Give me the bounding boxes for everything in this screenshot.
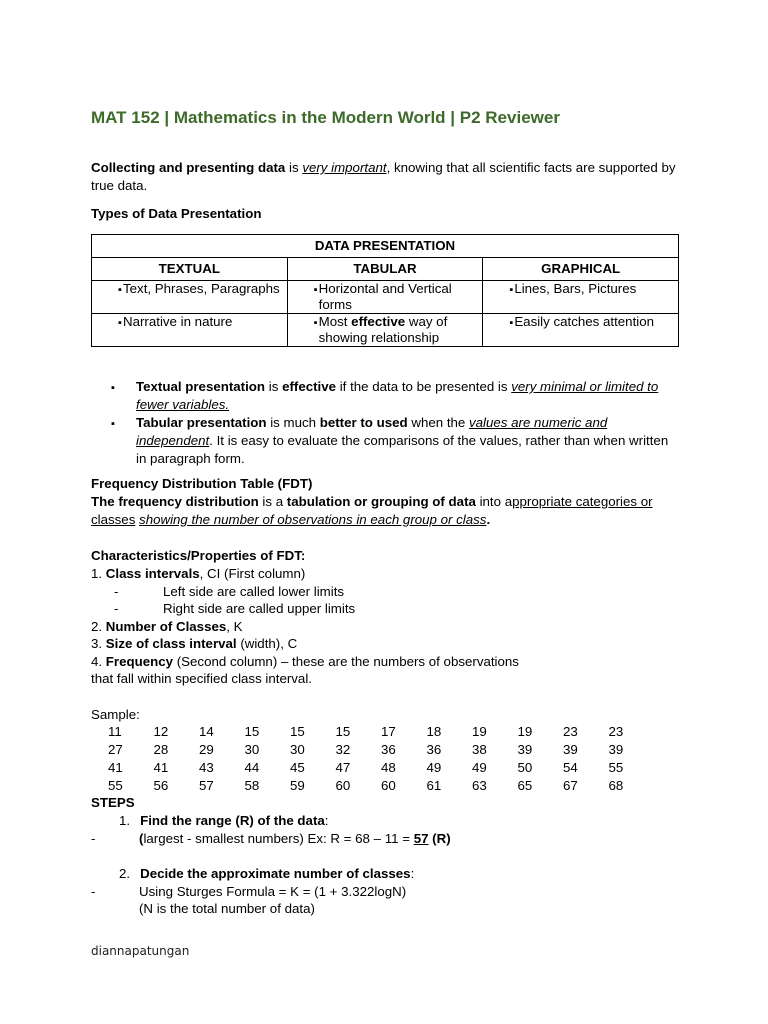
props-item [91,635,681,653]
table-cell [483,281,679,314]
sample-value: 18 [426,723,442,739]
fdt-def-bold: The frequency distribution [91,494,259,509]
sample-value: 57 [199,777,214,793]
table-caption: DATA PRESENTATION [92,235,679,258]
bullet-text: is [265,379,283,394]
bullet-emphasis: very minimal or limited to fewer variables. [136,379,659,412]
cell-text-bold: effective [351,314,406,329]
cell-text: Narrative in nature [123,314,233,329]
sample-value: 55 [108,777,123,793]
sample-value: 30 [290,741,305,757]
bullet-icon [98,281,123,298]
dash-marker: - [114,583,119,599]
step-bold: Find the range (R) of the data [140,813,325,828]
cell-text: Horizontal and Vertical forms [318,281,452,312]
bullet-bold: effective [282,379,337,394]
props-subitem [91,600,681,618]
bullet-icon [111,378,136,414]
sample-value: 27 [108,741,123,757]
bullet-text: . It is easy to evaluate the comparisons of the values, rather than when written in paragraph form. [136,433,669,466]
sample-value: 38 [472,741,487,757]
steps-heading: STEPS [91,795,135,810]
bullet-bold: better to used [319,415,408,430]
cell-text [319,314,477,346]
sample-value: 23 [608,723,624,739]
step-detail [91,883,681,901]
table-cell [92,314,288,347]
cell-text: Lines, Bars, Pictures [514,281,637,296]
step-detail-r: (R) [428,830,451,846]
step-colon: : [410,866,415,881]
step-detail-text: Using Sturges Formula = K = (1 + 3.322logN) [139,883,407,899]
fdt-def-end: . [486,512,491,527]
props-subtext: Right side are called upper limits [163,601,356,616]
intro-bold: Collecting and presenting data [91,160,286,175]
sample-value: 32 [335,741,351,757]
sample-value: 43 [199,759,214,775]
step-num: 2. [119,866,131,881]
list-item [111,414,681,468]
sample-row [99,740,645,758]
sample-value: 23 [563,723,578,739]
sample-value: 15 [335,723,351,739]
cell-text: Text, Phrases, Paragraphs [123,281,280,296]
sample-value: 44 [244,759,260,775]
presentation-bullets [111,378,681,468]
sample-value: 36 [426,741,442,757]
cell-text-pre: Most [318,314,352,329]
sample-value: 39 [563,741,578,757]
table-cell [287,281,483,314]
sample-value: 56 [153,777,169,793]
props-subtext: Left side are called lower limits [163,583,345,599]
fdt-def-bold: tabulation or grouping of data [286,494,476,509]
sample-value: 59 [290,777,305,793]
props-item [91,653,681,671]
sample-data-table [99,722,645,794]
sample-value: 47 [335,759,351,775]
step-1 [91,812,681,847]
dash-marker: - [91,883,96,899]
sample-value: 12 [153,723,169,739]
sample-value: 60 [335,777,351,793]
sample-value: 60 [381,777,396,793]
props-num: 2. [91,618,106,634]
dash-marker: - [114,601,119,616]
fdt-def-text: is a [258,494,287,509]
sample-value: 14 [199,723,214,739]
sample-value: 15 [244,723,260,739]
bullet-icon [98,314,123,331]
sample-row [99,776,645,794]
table-cell [483,314,679,347]
props-item [91,565,681,583]
sample-value: 58 [244,777,260,793]
props-bold: Frequency [105,653,174,669]
cell-text: Easily catches attention [514,314,655,329]
bullet-icon [294,281,319,313]
props-text: , K [226,618,243,634]
props-item [91,618,681,636]
sample-label: Sample: [91,707,140,722]
intro-emphasis: very important [302,160,387,175]
fdt-def-underline: ppropriate categories or classes [91,494,653,527]
bullet-icon [111,414,136,468]
sample-value: 54 [563,759,578,775]
sample-value: 39 [517,741,533,757]
step-num: 1. [119,813,131,828]
header-tabular: TABULAR [287,258,483,281]
bullet-icon [489,281,514,298]
sample-value: 63 [472,777,487,793]
sample-value: 67 [563,777,578,793]
step-colon: : [324,813,329,828]
bullet-emphasis: values are numeric and independent [136,415,608,448]
sample-row [99,758,645,776]
sample-value: 11 [108,723,122,739]
footer-author: diannapatungan [91,944,190,958]
table-cell [287,314,483,347]
sample-value: 36 [381,741,396,757]
header-graphical: GRAPHICAL [483,258,679,281]
sample-row [99,722,645,740]
sample-value: 65 [517,777,533,793]
sample-value: 17 [381,723,396,739]
sample-value: 19 [517,723,533,739]
bullet-text: if the data to be presented is [336,379,512,394]
list-item-text [136,414,681,468]
sample-value: 28 [153,741,169,757]
step-2 [91,865,681,918]
fdt-def-text: into a [475,494,513,509]
props-heading: Characteristics/Properties of FDT: [91,548,306,563]
props-list [91,565,681,688]
props-bold: Number of Classes [105,618,227,634]
cell-text-post: way of showing relationship [318,314,448,345]
props-text: (width), C [236,636,298,651]
sample-value: 45 [290,759,305,775]
step-bold: Decide the approximate number of classes [140,866,411,881]
bullet-icon [489,314,514,331]
intro-mid: is [285,160,303,175]
props-bold: Size of class interval [105,636,237,651]
sample-value: 49 [426,759,442,775]
step-title [91,812,681,830]
fdt-def-emphasis: showing the number of observations in each group or class [139,512,487,527]
header-textual: TEXTUAL [92,258,288,281]
intro-rest: , knowing that all scientific facts are supported by true data. [91,160,676,193]
props-text: , CI (First column) [199,566,306,581]
intro-paragraph [91,159,681,195]
step-detail-paren: ( [139,830,144,846]
sample-value: 39 [608,741,624,757]
sample-value: 49 [472,759,487,775]
fdt-heading: Frequency Distribution Table (FDT) [91,476,313,491]
step-detail-mid: largest - smallest numbers) Ex: R = 68 – 11 = [143,830,414,846]
bullet-bold: Textual presentation [136,379,266,394]
sample-value: 48 [381,759,396,775]
sample-value: 29 [199,741,214,757]
props-num: 1. [91,566,106,581]
step-title [91,865,681,883]
sample-value: 41 [153,759,169,775]
sample-value: 19 [472,723,487,739]
step-detail [91,830,681,848]
props-num: 4. [91,653,106,669]
page-title: MAT 152 | Mathematics in the Modern World | P2 Reviewer [91,108,560,127]
list-item-text [136,378,681,414]
props-subitem [91,583,681,601]
table-cell [92,281,288,314]
dash-marker: - [91,830,96,846]
sample-value: 50 [517,759,533,775]
props-text: (Second column) – these are the numbers of observations [173,653,519,669]
props-continuation: that fall within specified class interval. [91,671,312,686]
step-detail-text [139,830,451,848]
types-heading: Types of Data Presentation [91,206,262,221]
bullet-text: is much [266,415,320,430]
props-num: 3. [91,636,106,651]
sample-value: 55 [608,759,624,775]
props-bold: Class intervals [105,566,200,581]
sample-value: 41 [108,759,123,775]
step-detail-answer: 57 [413,830,429,846]
sample-value: 68 [608,777,624,793]
step-detail-cont: (N is the total number of data) [139,901,315,916]
sample-value: 15 [290,723,305,739]
sample-value: 61 [426,777,442,793]
data-presentation-table [91,234,679,347]
bullet-text: when the [407,415,470,430]
fdt-definition [91,493,681,529]
sample-value: 30 [244,741,260,757]
bullet-icon [294,314,319,346]
bullet-bold: Tabular presentation [136,415,267,430]
list-item [111,378,681,414]
